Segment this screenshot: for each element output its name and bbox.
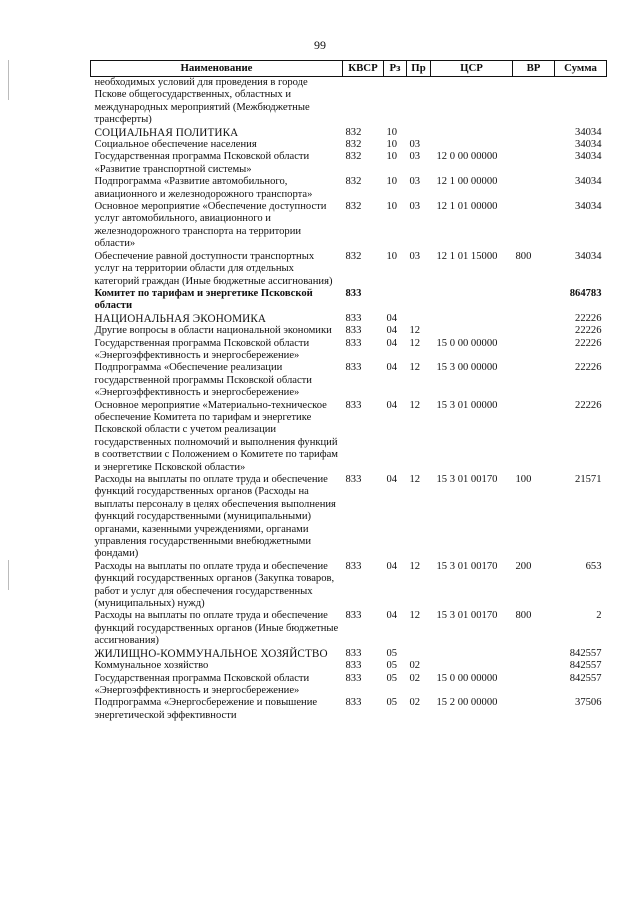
- cell-sum: [555, 77, 607, 127]
- cell-csr: [431, 77, 513, 127]
- cell-name: Коммунальное хозяйство: [94, 660, 209, 672]
- table-row: [91, 313, 607, 325]
- table-row: [91, 176, 607, 201]
- cell-sum: 22226: [575, 325, 602, 337]
- header-kvsr: КВСР: [343, 61, 384, 77]
- cell-pr: 02: [409, 660, 421, 672]
- cell-csr: 12 0 00 00000: [436, 151, 498, 163]
- cell-kvsr: 833: [345, 312, 362, 324]
- cell-kvsr: 833: [345, 647, 362, 659]
- header-rz: Рз: [384, 61, 407, 77]
- cell-vr: [513, 660, 555, 672]
- cell-name: Социальное обеспечение населения: [94, 139, 257, 151]
- budget-table: [90, 60, 607, 722]
- cell-rz: [384, 288, 407, 313]
- cell-rz: [384, 77, 407, 127]
- cell-sum: 864783: [569, 287, 602, 299]
- cell-kvsr: 832: [345, 176, 362, 188]
- cell-rz: 04: [386, 399, 398, 411]
- cell-sum: 22226: [575, 312, 602, 324]
- cell-vr: [513, 139, 555, 151]
- cell-rz: 10: [386, 250, 398, 262]
- cell-sum: 842557: [569, 672, 602, 684]
- cell-rz: 04: [386, 325, 398, 337]
- cell-kvsr: 833: [345, 672, 362, 684]
- cell-rz: 04: [386, 560, 398, 572]
- cell-pr: 03: [409, 139, 421, 151]
- cell-rz: 10: [386, 176, 398, 188]
- cell-rz: 05: [386, 672, 398, 684]
- cell-rz: 05: [386, 660, 398, 672]
- cell-kvsr: [343, 77, 384, 127]
- cell-csr: 12 1 01 00000: [436, 201, 498, 213]
- cell-csr: 15 0 00 00000: [436, 672, 498, 684]
- cell-name: Расходы на выплаты по оплате труда и обеспечение функций государственных органов (Расходы на выплаты персоналу в целях обеспечения выполнения функций государственными (муниципальными) органами, казенными учреждениями, органами управления государственными внебюджетными фондами): [94, 474, 336, 560]
- table-row: [91, 474, 607, 561]
- cell-kvsr: 833: [345, 362, 362, 374]
- header-sum: Сумма: [555, 61, 607, 77]
- cell-pr: 03: [409, 151, 421, 163]
- cell-sum: 34034: [575, 139, 602, 151]
- cell-pr: [407, 313, 431, 325]
- cell-name: Комитет по тарифам и энергетике Псковской области: [94, 287, 313, 312]
- cell-pr: 12: [409, 474, 421, 485]
- cell-rz: 10: [386, 151, 398, 163]
- cell-name: Государственная программа Псковской области «Энергоэффективность и энергосбережение»: [94, 672, 310, 696]
- cell-rz: 05: [386, 647, 398, 659]
- scan-edge-mark: [8, 560, 9, 590]
- cell-pr: 12: [409, 560, 421, 572]
- cell-name: ЖИЛИЩНО-КОММУНАЛЬНОЕ ХОЗЯЙСТВО: [94, 647, 328, 660]
- cell-kvsr: 832: [345, 201, 362, 213]
- cell-kvsr: 833: [345, 697, 362, 709]
- cell-kvsr: 833: [345, 474, 362, 485]
- cell-csr: 15 2 00 00000: [436, 697, 498, 709]
- table-row: [91, 673, 607, 698]
- cell-sum: 34034: [575, 176, 602, 188]
- table-row: [91, 610, 607, 647]
- cell-kvsr: 833: [345, 399, 362, 411]
- table-row: [91, 697, 607, 722]
- header-pr: Пр: [407, 61, 431, 77]
- cell-vr: [513, 400, 555, 474]
- cell-csr: 15 3 01 00170: [436, 560, 498, 572]
- cell-rz: 04: [386, 362, 398, 374]
- cell-name: необходимых условий для проведения в городе Пскове общегосударственных, областных и международных мероприятий (Межбюджетные трансферты): [94, 77, 310, 126]
- cell-kvsr: 833: [345, 325, 362, 337]
- table-body: [91, 77, 607, 723]
- cell-name: Подпрограмма «Обеспечение реализации государственной программы Псковской области «Энергоэффективность и энергосбережение»: [94, 362, 312, 399]
- scan-edge-mark: [8, 60, 9, 100]
- table-row: [91, 139, 607, 151]
- cell-sum: 22226: [575, 399, 602, 411]
- cell-kvsr: 833: [345, 610, 362, 622]
- cell-kvsr: 832: [345, 250, 362, 262]
- cell-csr: 15 3 00 00000: [436, 362, 498, 374]
- cell-pr: [407, 127, 431, 139]
- cell-pr: 02: [409, 697, 421, 709]
- table-row: [91, 338, 607, 363]
- cell-vr: [513, 338, 555, 363]
- cell-vr: [513, 325, 555, 337]
- cell-pr: 12: [409, 325, 421, 337]
- cell-vr: [513, 697, 555, 722]
- cell-sum: 21571: [575, 474, 602, 485]
- cell-pr: [407, 77, 431, 127]
- table-row: [91, 151, 607, 176]
- cell-pr: 02: [409, 672, 421, 684]
- table-header-row: [91, 61, 607, 77]
- cell-name: Другие вопросы в области национальной экономики: [94, 325, 332, 337]
- cell-vr: 800: [515, 250, 532, 262]
- cell-csr: 15 3 01 00170: [436, 474, 498, 485]
- cell-kvsr: 832: [345, 139, 362, 151]
- header-name: Наименование: [91, 61, 343, 77]
- cell-pr: 12: [409, 610, 421, 622]
- cell-csr: [431, 648, 513, 660]
- cell-vr: [513, 362, 555, 399]
- cell-vr: [513, 176, 555, 201]
- cell-rz: 04: [386, 610, 398, 622]
- cell-pr: 12: [409, 337, 421, 349]
- cell-vr: [513, 288, 555, 313]
- cell-rz: 04: [386, 312, 398, 324]
- header-csr: ЦСР: [431, 61, 513, 77]
- cell-sum: 37506: [575, 697, 602, 709]
- cell-name: СОЦИАЛЬНАЯ ПОЛИТИКА: [94, 126, 239, 139]
- cell-name: Государственная программа Псковской области «Развитие транспортной системы»: [94, 151, 310, 175]
- cell-vr: [513, 648, 555, 660]
- cell-csr: 15 3 01 00000: [436, 399, 498, 411]
- cell-name: Подпрограмма «Развитие автомобильного, авиационного и железнодорожного транспорта»: [94, 176, 313, 200]
- cell-csr: [431, 660, 513, 672]
- table-row: [91, 251, 607, 288]
- cell-vr: [513, 673, 555, 698]
- table-row: [91, 561, 607, 611]
- cell-name: Основное мероприятие «Материально-техническое обеспечение Комитета по тарифам и энергетике Псковской области с учетом реализации государственных полномочий и выполнения функций в соответствии с Положением о Комитете по тарифам и энергетике Псковской области»: [94, 399, 338, 473]
- cell-csr: 15 3 01 00170: [436, 610, 498, 622]
- cell-sum: 34034: [575, 250, 602, 262]
- page-number: 99: [314, 38, 326, 52]
- cell-vr: 800: [515, 610, 532, 622]
- table-row: [91, 77, 607, 127]
- cell-pr: 12: [409, 362, 421, 374]
- table-row: [91, 660, 607, 672]
- cell-kvsr: 833: [345, 660, 362, 672]
- cell-pr: 12: [409, 399, 421, 411]
- table-row: [91, 325, 607, 337]
- cell-name: Основное мероприятие «Обеспечение доступности услуг автомобильного, авиационного и железнодорожного транспорта на территории области»: [94, 201, 327, 250]
- cell-name: Расходы на выплаты по оплате труда и обеспечение функций государственных органов (Закупка товаров, работ и услуг для обеспечения государственных (муниципальных) нужд): [94, 560, 335, 610]
- cell-sum: 34034: [575, 151, 602, 163]
- cell-vr: [513, 127, 555, 139]
- cell-kvsr: 832: [345, 126, 362, 138]
- cell-rz: 10: [386, 139, 398, 151]
- cell-kvsr: 832: [345, 151, 362, 163]
- cell-kvsr: 833: [345, 337, 362, 349]
- cell-csr: 12 1 01 15000: [436, 250, 498, 262]
- cell-vr: [513, 313, 555, 325]
- cell-csr: 12 1 00 00000: [436, 176, 498, 188]
- cell-sum: 842557: [569, 660, 602, 672]
- cell-csr: [431, 313, 513, 325]
- cell-sum: 34034: [575, 126, 602, 138]
- cell-pr: 03: [409, 201, 421, 213]
- cell-sum: 22226: [575, 362, 602, 374]
- cell-rz: 10: [386, 201, 398, 213]
- cell-rz: 04: [386, 474, 398, 485]
- cell-csr: [431, 127, 513, 139]
- cell-vr: [513, 151, 555, 176]
- cell-vr: 100: [515, 474, 532, 485]
- cell-pr: 03: [409, 250, 421, 262]
- table-row: [91, 648, 607, 660]
- budget-table-sheet: [90, 60, 606, 722]
- cell-csr: 15 0 00 00000: [436, 337, 498, 349]
- cell-pr: 03: [409, 176, 421, 188]
- cell-name: НАЦИОНАЛЬНАЯ ЭКОНОМИКА: [94, 312, 267, 325]
- cell-csr: [431, 288, 513, 313]
- cell-rz: 10: [386, 126, 398, 138]
- cell-csr: [431, 325, 513, 337]
- cell-vr: [513, 77, 555, 127]
- cell-csr: [431, 139, 513, 151]
- cell-name: Подпрограмма «Энергосбережение и повышение энергетической эффективности: [94, 697, 318, 721]
- cell-name: Государственная программа Псковской области «Энергоэффективность и энергосбережение»: [94, 337, 310, 361]
- cell-vr: 200: [515, 560, 532, 572]
- cell-kvsr: 833: [345, 560, 362, 572]
- cell-name: Расходы на выплаты по оплате труда и обеспечение функций государственных органов (Иные бюджетные ассигнования): [94, 610, 339, 647]
- table-row: [91, 127, 607, 139]
- cell-sum: 2: [596, 610, 602, 622]
- cell-kvsr: 833: [345, 287, 362, 299]
- cell-pr: [407, 648, 431, 660]
- cell-vr: [513, 201, 555, 251]
- cell-sum: 653: [585, 560, 602, 572]
- table-row: [91, 362, 607, 399]
- cell-sum: 34034: [575, 201, 602, 213]
- header-vr: ВР: [513, 61, 555, 77]
- cell-rz: 04: [386, 337, 398, 349]
- cell-sum: 22226: [575, 337, 602, 349]
- cell-name: Обеспечение равной доступности транспортных услуг на территории области для отдельных категорий граждан (Иные бюджетные ассигнования): [94, 250, 333, 287]
- cell-sum: 842557: [569, 647, 602, 659]
- cell-pr: [407, 288, 431, 313]
- table-row: [91, 201, 607, 251]
- cell-rz: 05: [386, 697, 398, 709]
- table-row: [91, 288, 607, 313]
- table-row: [91, 400, 607, 474]
